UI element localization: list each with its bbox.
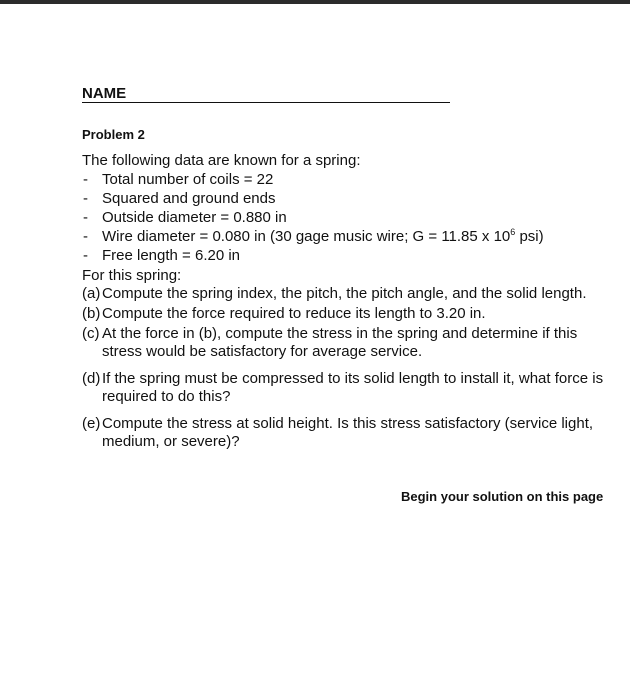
question-part-b: [82, 305, 612, 323]
question-parts-list: [82, 285, 612, 451]
exponent-superscript: 6: [510, 227, 516, 237]
data-item-text: Free length = 6.20 in: [102, 247, 241, 264]
list-dash: -: [83, 228, 88, 245]
data-item-text-after: psi): [515, 228, 544, 245]
list-dash: -: [83, 247, 88, 264]
name-label: NAME: [82, 85, 127, 102]
list-dash: -: [83, 171, 88, 188]
part-text: Compute the spring index, the pitch, the pitch angle, and the solid length.: [102, 285, 587, 302]
part-text: Compute the stress at solid height. Is this stress satisfactory (service light, medium, or severe)?: [102, 415, 594, 450]
data-item-text: Total number of coils = 22: [102, 171, 274, 188]
data-item-free-length: [82, 246, 622, 265]
begin-solution-note: Begin your solution on this page: [401, 489, 604, 504]
part-label: (d): [82, 370, 101, 387]
question-part-c: [82, 325, 612, 361]
for-this-spring-heading: For this spring:: [82, 267, 182, 284]
list-dash: -: [83, 209, 88, 226]
part-label: (b): [82, 305, 101, 322]
question-part-a: [82, 285, 612, 303]
problem-title: Problem 2: [82, 127, 145, 142]
name-field-line: [82, 84, 450, 103]
data-item-wire-diameter: [82, 227, 622, 246]
list-dash: -: [83, 190, 88, 207]
data-item-outside-diameter: [82, 208, 622, 227]
data-item-coils: [82, 170, 622, 189]
part-text: Compute the force required to reduce its length to 3.20 in.: [102, 305, 486, 322]
part-text: At the force in (b), compute the stress in the spring and determine if this stress would be satisfactory for average service.: [102, 325, 578, 360]
part-text: If the spring must be compressed to its solid length to install it, what force is required to do this?: [102, 370, 604, 405]
question-part-d: [82, 370, 612, 406]
spring-data-list: [82, 170, 622, 265]
data-item-ends: [82, 189, 622, 208]
data-item-text: Outside diameter = 0.880 in: [102, 209, 287, 226]
problem-intro: The following data are known for a spring:: [82, 152, 361, 169]
document-page: [82, 84, 622, 453]
question-part-e: [82, 415, 612, 451]
data-item-text: Wire diameter = 0.080 in (30 gage music wire; G = 11.85 x 10: [102, 228, 511, 245]
data-item-text: Squared and ground ends: [102, 190, 276, 207]
part-label: (a): [82, 285, 101, 302]
part-label: (e): [82, 415, 101, 432]
top-border-bar: [0, 0, 630, 4]
part-label: (c): [82, 325, 100, 342]
